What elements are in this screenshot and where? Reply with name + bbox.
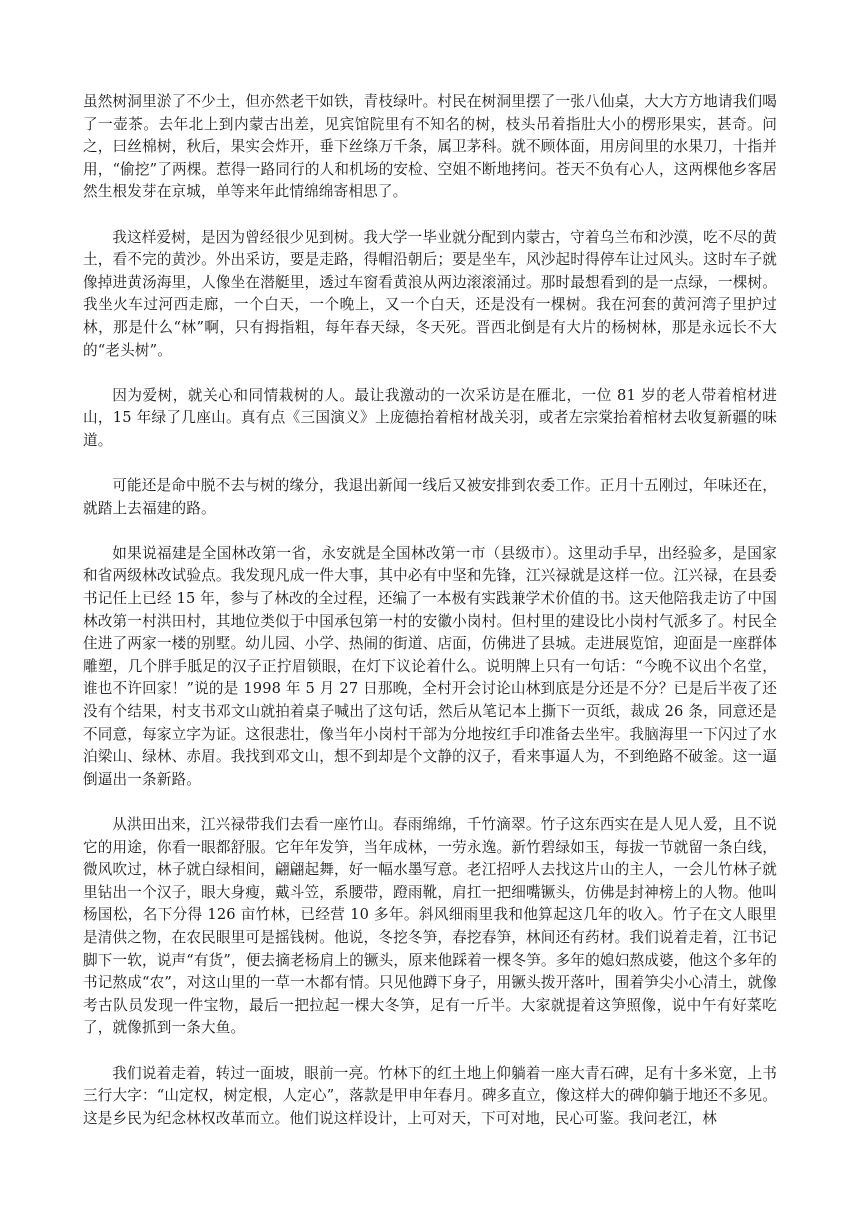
document-page (83, 91, 777, 1153)
paragraph-6: 从洪田出来，江兴禄带我们去看一座竹山。春雨绵绵，千竹滴翠。竹子这东西实在是人见人爱，且不说它的用途，你看一眼都舒服。它年年发笋，当年成林，一劳永逸。新竹碧绿如玉，每拔一节就留一条白线，微风吹过，林子就白绿相间，翩翩起舞，好一幅水墨写意。老江招呼人去找这片山的主人，一会儿竹林子就里钻出一个汉子，眼大身瘦，戴斗笠，系腰带，蹬雨靴，肩扛一把细嘴镢头，仿佛是封神榜上的人物。他叫杨国松，名下分得 126 亩竹林，已经营 10 多年。斜风细雨里我和他算起这几年的收入。竹子在文人眼里是清供之物，在农民眼里可是摇钱树。他说，冬挖冬笋，春挖春笋，林间还有药材。我们说着走着，江书记脚下一软，说声“有货”，便去摘老杨肩上的镢头，原来他踩着一棵冬笋。多年的媳妇熬成婆，他这个多年的书记熬成“农”，对这山里的一草一木都有情。只见他蹲下身子，用镢头拨开落叶，围着笋尖小心清土，就像考古队员发现一件宝物，最后一把拉起一棵大冬笋，足有一斤半。大家就提着这笋照像，说中午有好菜吃了，就像抓到一条大鱼。 (83, 816, 777, 1037)
paragraph-2: 我这样爱树，是因为曾经很少见到树。我大学一毕业就分配到内蒙古，守着乌兰布和沙漠，吃不尽的黄土，看不完的黄沙。外出采访，要是走路，得帽沿朝后；要是坐车，风沙起时得停车让过风头。这时车子就像掉进黄汤海里，人像坐在潜艇里，透过车窗看黄浪从两边滚滚涌过。那时最想看到的是一点绿，一棵树。我坐火车过河西走廊，一个白天，一个晚上，又一个白天，还是没有一棵树。我在河套的黄河湾子里护过林，那是什么“林”啊，只有拇指粗，每年春天绿，冬天死。晋西北倒是有大片的杨树林，那是永远长不大的“老头树”。 (83, 228, 777, 359)
paragraph-1: 虽然树洞里淤了不少土，但亦然老干如铁，青枝绿叶。村民在树洞里摆了一张八仙桌，大大方方地请我们喝了一壶茶。去年北上到内蒙古出差，见宾馆院里有不知名的树，枝头吊着指肚大小的楞形果实，甚奇。问之，曰丝棉树，秋后，果实会炸开，垂下丝绦万千条，属卫茅科。就不顾体面，用房间里的水果刀，十指并用，“偷挖”了两棵。惹得一路同行的人和机场的安检、空姐不断地拷问。苍天不负有心人，这两棵他乡客居然生根发芽在京城，单等来年此情绵绵寄相思了。 (83, 93, 777, 201)
paragraph-7: 我们说着走着，转过一面坡，眼前一亮。竹林下的红土地上仰躺着一座大青石碑，足有十多米宽，上书三行大字：“山定权，树定根，人定心”，落款是甲申年春月。碑多直立，像这样大的碑仰躺于地还不多见。这是乡民为纪念林权改革而立。他们说这样设计，上可对天，下可对地，民心可鉴。我问老江，林 (83, 1064, 777, 1127)
paragraph-5: 如果说福建是全国林改第一省，永安就是全国林改第一市（县级市）。这里动手早，出经验多，是国家和省两级林改试验点。我发现凡成一件大事，其中必有中坚和先锋，江兴禄就是这样一位。江兴禄，在县委书记任上已经 15 年，参与了林改的全过程，还编了一本极有实践兼学术价值的书。这天他陪我走访了中国林改第一村洪田村，其地位类似于中国承包第一村的安徽小岗村。但村里的建设比小岗村气派多了。村民全住进了两家一楼的别墅。幼儿园、小学、热闹的街道、店面，仿佛进了县城。走进展览馆，迎面是一座群体雕塑，几个胖手胝足的汉子正拧眉锁眼，在灯下议论着什么。说明牌上只有一句话：“今晚不议出个名堂，谁也不许回家！”说的是 1998 年 5 月 27 日那晚，全村开会讨论山林到底是分还是不分？已是后半夜了还没有个结果，村支书邓文山就拍着桌子喊出了这句话，然后从笔记本上撕下一页纸，裁成 26 条，同意还是不同意，每家立字为证。这很悲壮，像当年小岗村干部为分地按红手印准备去坐牢。我脑海里一下闪过了水泊梁山、绿林、赤眉。我找到邓文山，想不到却是个文静的汉子，看来事逼人为，不到绝路不破釜。这一逼倒逼出一条新路。 (83, 544, 777, 788)
paragraph-3: 因为爱树，就关心和同情栽树的人。最让我激动的一次采访是在雁北，一位 81 岁的老人带着棺材进山，15 年绿了几座山。真有点《三国演义》上庞德抬着棺材战关羽，或者左宗棠抬着棺材去收复新疆的味道。 (83, 386, 777, 449)
paragraph-4: 可能还是命中脱不去与树的缘分，我退出新闻一线后又被安排到农委工作。正月十五刚过，年味还在，就踏上去福建的路。 (83, 477, 777, 517)
